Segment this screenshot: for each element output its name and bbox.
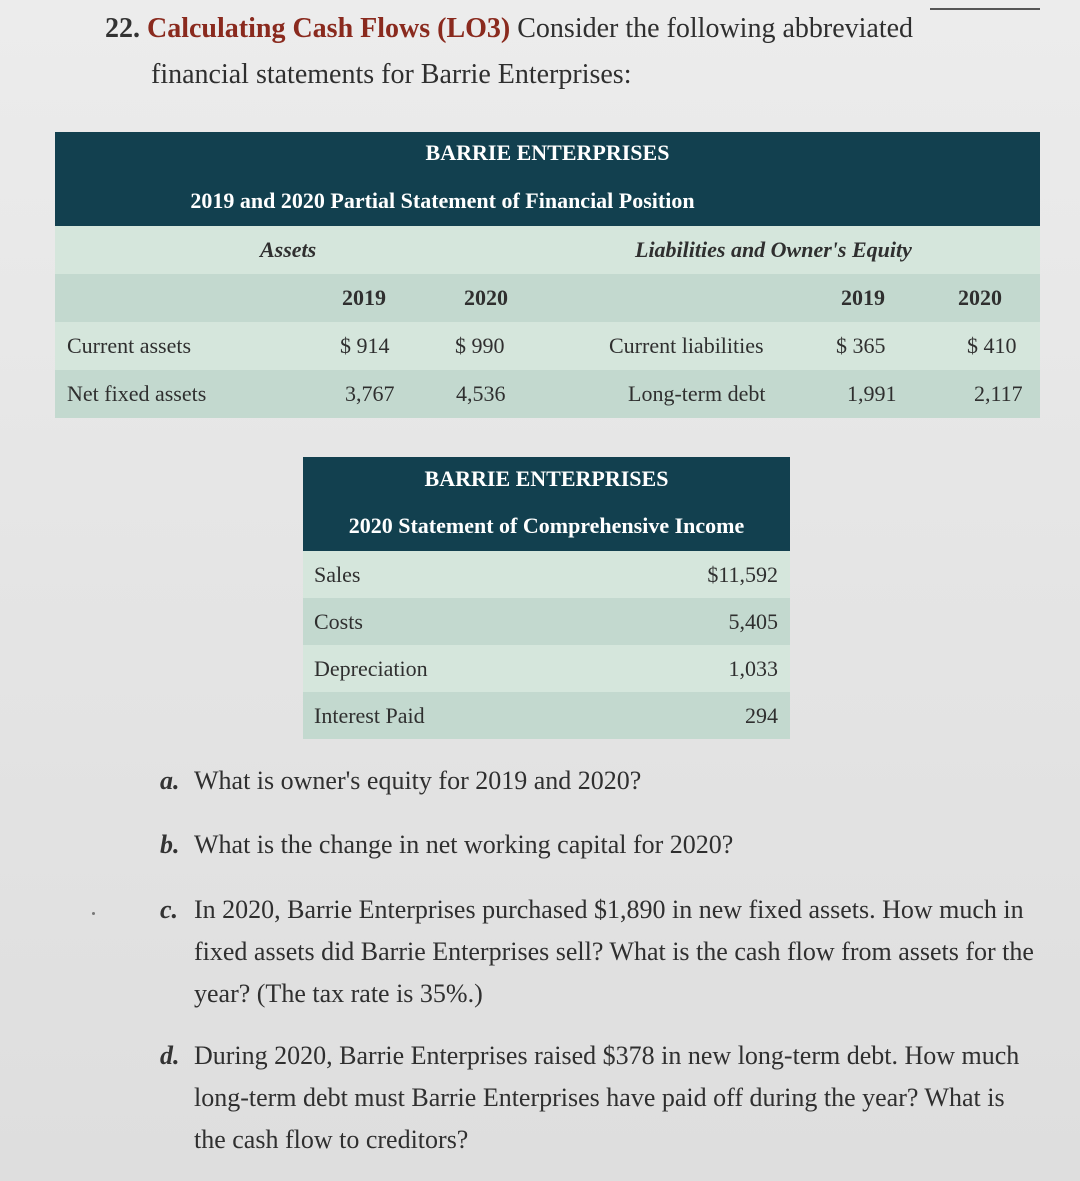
asset-value-2020: 4,536	[456, 381, 506, 406]
table-row	[303, 645, 790, 692]
balance-sheet-year-row	[55, 274, 1040, 322]
question-letter: b.	[160, 830, 180, 859]
income-statement-company: BARRIE ENTERPRISES	[424, 466, 669, 491]
problem-number: 22.	[105, 13, 140, 44]
liabilities-year-2019: 2019	[841, 285, 885, 310]
liability-label: Current liabilities	[609, 333, 764, 358]
table-row	[303, 598, 790, 645]
question-text: During 2020, Barrie Enterprises raised $378 in new long-term debt. How much long-term debt must Barrie Enterprises have paid off during the year? What is the cash flow to creditors?	[194, 1041, 1020, 1154]
income-value: $11,592	[707, 562, 778, 587]
liabilities-year-2020: 2020	[958, 285, 1002, 310]
liability-value-2020: 2,117	[974, 381, 1023, 406]
question-letter: a.	[160, 766, 180, 795]
liability-label: Long-term debt	[628, 381, 766, 406]
liability-value-2019: $ 365	[836, 333, 886, 358]
question-text: What is the change in net working capital for 2020?	[194, 830, 734, 859]
balance-sheet-company: BARRIE ENTERPRISES	[425, 140, 670, 165]
liability-value-2020: $ 410	[967, 333, 1017, 358]
problem-title: Calculating Cash Flows (LO3)	[147, 13, 511, 44]
decorative-dot	[92, 912, 95, 915]
question-b	[160, 824, 1040, 866]
liability-value-2019: 1,991	[847, 381, 897, 406]
asset-value-2019: $ 914	[340, 333, 390, 358]
assets-year-2020: 2020	[464, 285, 508, 310]
question-text: In 2020, Barrie Enterprises purchased $1,890 in new fixed assets. How much in fixed assets did Barrie Enterprises sell? What is the cash flow from assets for the year? (The tax rate is 35%.)	[194, 895, 1034, 1008]
balance-sheet-subtitle: 2019 and 2020 Partial Statement of Financial Position	[190, 188, 695, 213]
assets-year-2019: 2019	[342, 285, 386, 310]
question-letter: d.	[160, 1041, 180, 1070]
table-row	[303, 692, 790, 739]
income-value: 5,405	[728, 609, 778, 634]
question-letter: c.	[160, 895, 179, 924]
question-d	[160, 1035, 1040, 1161]
table-row	[55, 370, 1040, 418]
problem-heading	[105, 6, 985, 98]
table-row	[303, 551, 790, 598]
asset-value-2020: $ 990	[455, 333, 505, 358]
problem-intro-line2: financial statements for Barrie Enterprises:	[151, 59, 632, 90]
income-statement-subtitle: 2020 Statement of Comprehensive Income	[348, 513, 745, 538]
income-value: 294	[745, 703, 778, 728]
income-label: Costs	[314, 609, 363, 634]
income-label: Depreciation	[314, 656, 428, 681]
balance-sheet-header	[55, 132, 1040, 226]
question-text: What is owner's equity for 2019 and 2020?	[194, 766, 642, 795]
liabilities-header: Liabilities and Owner's Equity	[635, 237, 912, 262]
assets-header: Assets	[260, 237, 317, 262]
question-a	[160, 760, 1040, 802]
asset-value-2019: 3,767	[345, 381, 395, 406]
income-value: 1,033	[728, 656, 778, 681]
balance-sheet-section-row	[55, 226, 1040, 274]
problem-intro-line1: Consider the following abbreviated	[517, 13, 914, 44]
income-statement-header	[303, 457, 790, 551]
asset-label: Net fixed assets	[67, 381, 207, 406]
table-row	[55, 322, 1040, 370]
asset-label: Current assets	[67, 333, 192, 358]
income-label: Sales	[314, 562, 361, 587]
income-label: Interest Paid	[314, 703, 425, 728]
question-c	[160, 889, 1040, 1015]
